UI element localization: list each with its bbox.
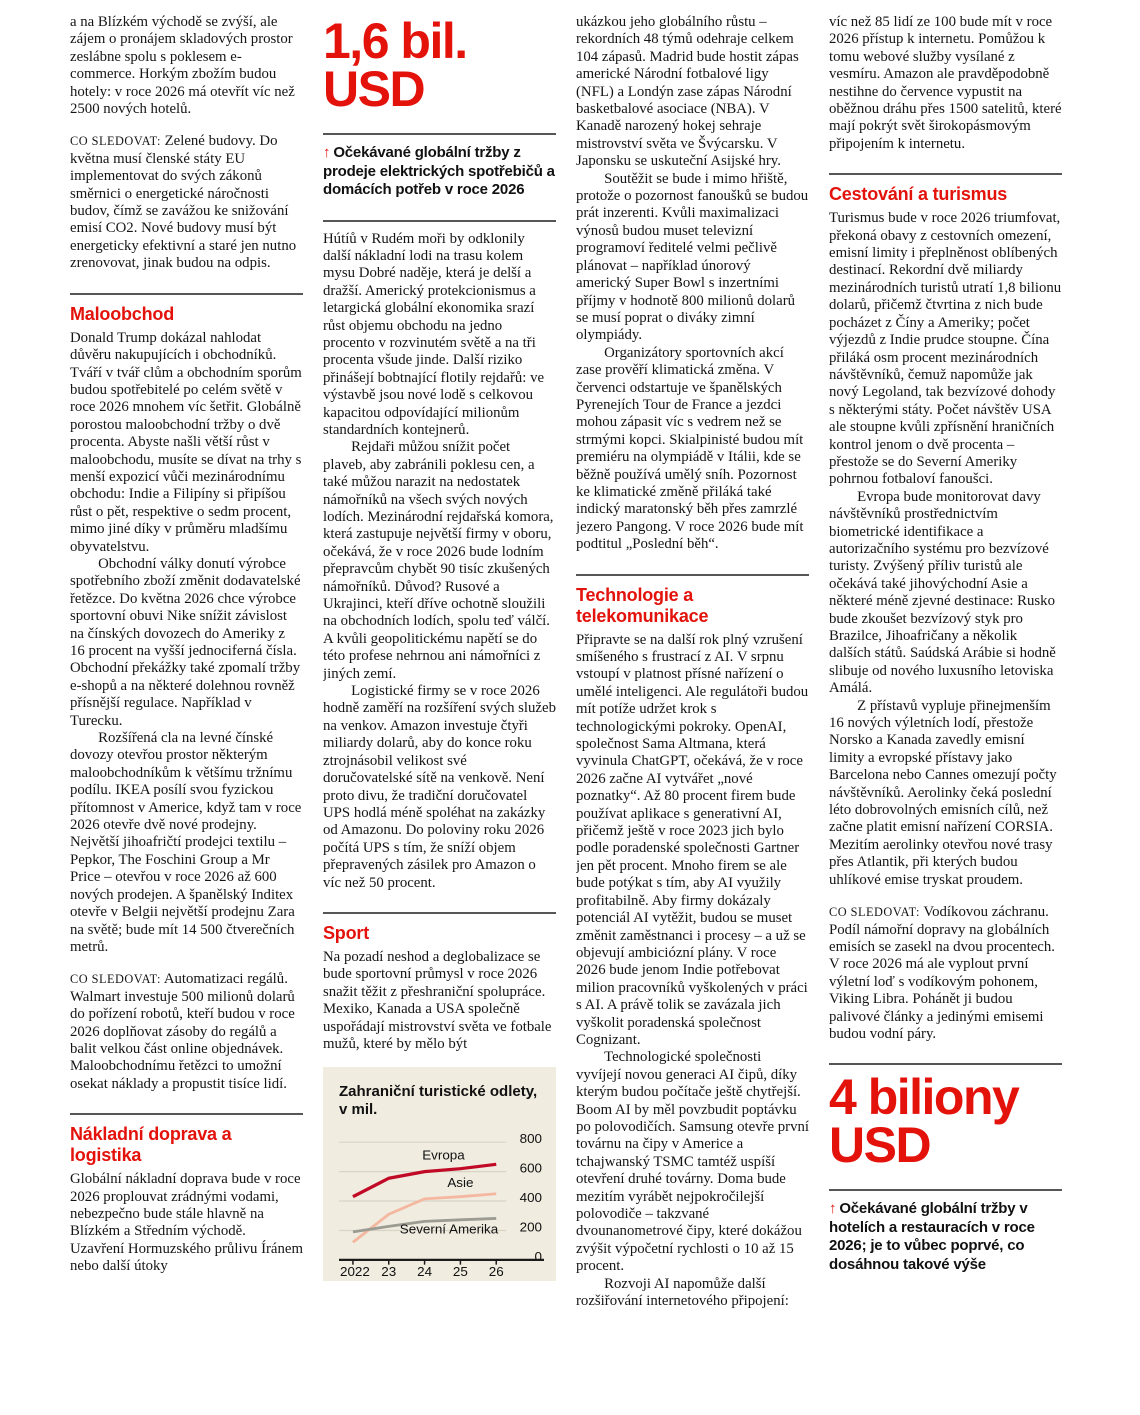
what-to-watch-paragraph xyxy=(829,904,1062,1043)
body-paragraph xyxy=(829,698,1062,889)
section-divider xyxy=(70,1113,303,1115)
paragraph-text: Vodíkovou záchranu. Podíl námořní dopravy na globálních emisích se zasekl na dvou procentech. V roce 2026 má ale vyplout první výletní loď s vodíkovým pohonem, Viking Libra. Pohánět ji budou palivové články a jedinými emisemi budou vodní páry. xyxy=(829,904,1055,1042)
x-axis-tick-label: 2022 xyxy=(339,1264,370,1278)
body-paragraph xyxy=(576,1049,809,1275)
what-to-watch-paragraph xyxy=(70,971,303,1093)
paragraph-text: Rozšířená cla na levné čínské dovozy otevřou prostor některým maloobchodníkům k většímu tržnímu podílu. IKEA posílí svou fyzickou přítomnost v Americe, když tam v roce 2026 otevře dvě nové prodejny. Největší jihoafričtí prodejci textilu – Pepkor, The Foschini Group a Mr Price – otevřou v roce 2026 až 600 nových prodejen. A španělský Inditex otevře v Belgii největší prodejnu Zara na světě; bude mít 14 500 čtverečních metrů. xyxy=(70,730,302,955)
column-1 xyxy=(70,14,303,1415)
body-paragraph xyxy=(70,556,303,730)
body-paragraph xyxy=(576,171,809,345)
body-paragraph xyxy=(576,345,809,554)
paragraph-text: Zelené budovy. Do května musí členské státy EU implementovat do svých zákonů směrnici o energetické náročnosti budov, čímž se zavážou ke snižování emisí CO2. Nové budovy musí být energeticky efektivní a staré jen nutno zrenovovat, jinak budou na odpis. xyxy=(70,133,297,272)
paragraph-text: a na Blízkém východě se zvýší, ale zájem o pronájem skladových prostor zeslábne spolu s poklesem e-commerce. Horkým zbožím budou hotely: v roce 2026 má otevřít víc než 2500 nových hotelů. xyxy=(70,14,295,118)
body-paragraph xyxy=(829,210,1062,489)
paragraph-text: Turismus bude v roce 2026 triumfovat, překoná obavy z cestovních omezení, emisní limity i přeplněnost oblíbených destinací. Rekordní dvě miliardy mezinárodních turistů utratí 1,8 bilionu dolarů, přičemž čtvrtina z nich bude pocházet z Číny a Ameriky; počet výjezdů z Indie prudce stoupne. Čína přiláká osm procent mezinárodních návštěvníků, čemuž napomůže jak nový Legoland, tak bezvízové dohody s některými státy. Počet návštěv USA ale stoupne kvůli zpřísnění hraničních kontrol jenom o dvě procenta – přestože se do Severní Ameriky pohrnou fotbaloví fanoušci. xyxy=(829,210,1062,488)
body-paragraph xyxy=(70,730,303,956)
body-paragraph xyxy=(829,14,1062,153)
body-paragraph xyxy=(70,1171,303,1275)
y-axis-tick-label: 800 xyxy=(519,1131,543,1147)
column-2 xyxy=(323,14,556,1415)
big-statistic-line: 4 biliony xyxy=(829,1069,1019,1126)
body-paragraph xyxy=(323,439,556,683)
statistic-caption xyxy=(829,1200,1062,1274)
what-to-watch-label: CO SLEDOVAT: xyxy=(70,134,161,149)
statistic-caption xyxy=(323,144,556,200)
y-axis-tick-label: 400 xyxy=(519,1190,543,1206)
column-3 xyxy=(576,14,809,1415)
paragraph-text: Obchodní války donutí výrobce spotřebního zboží změnit dodavatelské řetězce. Do května 2026 chce výrobce sportovní obuvi Nike snížit závislost na čínských dovozech do Ameriky z 16 procent na vyšší jednociferná čísla. Obchodní překážky také zpomalí tržby e-shopů a na některé dolehnou rovněž přísnější regulace. Například v Turecku. xyxy=(70,555,301,729)
caption-text: Očekávané globální tržby z prodeje elektrických spotřebičů a domácích potřeb v roce 2026 xyxy=(323,144,555,198)
y-axis-tick-label: 600 xyxy=(519,1161,543,1176)
section-divider xyxy=(70,293,303,295)
x-axis-tick-label: 25 xyxy=(452,1264,468,1278)
section-heading: Technologie a telekomunikace xyxy=(576,584,709,626)
up-arrow-icon: ↑ xyxy=(829,1200,837,1218)
what-to-watch-label: CO SLEDOVAT: xyxy=(829,905,920,920)
section-heading: Nákladní doprava a logistika xyxy=(70,1124,232,1166)
paragraph-text: Organizátory sportovních akcí zase prověří klimatická změna. V červenci odstartuje ve španělských Pyrenejích Tour de France a jezdci mohou zápasit víc s vedrem než se strmými kopci. Skialpinisté budou mít premiéru na olympiádě v Itálii, kde se běžně používá umělý sníh. Pozornost ke klimatické změně přiláká také indický maratonský běh přes zamrzlé jezero Pangong. V roce 2026 bude mít podtitul „Poslední běh“. xyxy=(576,344,804,553)
series-line-0 xyxy=(353,1165,496,1197)
section-divider xyxy=(829,1189,1062,1191)
series-label-1: Asie xyxy=(447,1175,474,1191)
section-heading: Sport xyxy=(323,922,369,943)
section-divider xyxy=(323,912,556,914)
paragraph-text: Z přístavů vypluje přinejmenším 16 nových výletních lodí, přestože Norsko a Kanada zavedly emisní limity a evropské přístavy jako Barcelona nebo Cannes omezují počty návštěvníků. Aerolinky čeká poslední léto dobrovolných emisních cílů, než začne platit emisní nařízení CORSIA. Mezitím aerolinky otevřou nové trasy přes Atlantik, při kterých budou uhlíkové emise tryskat proudem. xyxy=(829,697,1057,888)
x-axis-tick-label: 23 xyxy=(381,1264,397,1278)
body-paragraph xyxy=(576,1276,809,1311)
x-axis-tick-label: 26 xyxy=(488,1264,504,1278)
body-paragraph xyxy=(829,489,1062,698)
tourism-departures-chart xyxy=(323,1067,556,1281)
paragraph-text: Donald Trump dokázal nahlodat důvěru nakupujících i obchodníků. Tváří v tvář clům a obchodním sporům budou spotřebitelé po celém světě v roce 2026 mnohem víc šetřit. Globálně porostou maloobchodní tržby o dvě procenta. Abyste našli větší růst v maloobchodu, musíte se dívat na trhy s menší expozicí vůči mezinárodnímu obchodu: Indie a Filipíny si připíšou růst o pět, respektive o sedm procent, mimo jiné díky v průměru mladšímu obyvatelstvu. xyxy=(70,329,302,555)
body-paragraph xyxy=(70,14,303,118)
body-paragraph xyxy=(576,14,809,171)
paragraph-text: Logistické firmy se v roce 2026 hodně zaměří na rozšíření svých služeb na venkov. Amazon investuje čtyři miliardy dolarů, aby do konce roku ztrojnásobil velikost své doručovatelské sítě na venkově. Není proto divu, že tradiční doručovatel UPS hodlá méně spoléhat na zakázky od Amazonu. Do poloviny roku 2026 počítá UPS s tím, že sníží objem přepravených zásilek pro Amazon o víc než 50 procent. xyxy=(323,683,556,891)
chart-subtitle: v mil. xyxy=(339,1101,378,1119)
section-divider xyxy=(576,574,809,576)
chart-title: Zahraniční turistické odlety, xyxy=(339,1083,538,1101)
body-paragraph xyxy=(323,949,556,1053)
section-divider xyxy=(323,220,556,222)
caption-text: Očekávané globální tržby v hotelích a restauracích v roce 2026; je to vůbec poprvé, co dosáhnou takové výše xyxy=(829,1200,1035,1273)
series-label-0: Evropa xyxy=(422,1147,465,1163)
section-heading: Maloobchod xyxy=(70,303,174,324)
section-divider xyxy=(323,133,556,135)
paragraph-text: Hútíů v Rudém moři by odklonily další nákladní lodi na trasu kolem mysu Dobré naděje, která je delší a dražší. Americký protekcionismus a letargická globální ekonomika srazí růst objemu obchodu na jedno procento v rozvinutém světě a na tři procenta všude jinde. Další riziko přinášejí bobtnající flotily rejdařů: ve výstavbě jsou nové lodě s celkovou kapacitou odpovídající milionům standardních kontejnerů. xyxy=(323,230,545,438)
paragraph-text: Soutěžit se bude i mimo hřiště, protože o pozornost fanoušků se budou prát inzerenti. Kvůli maximalizaci výnosů budou muset televizní programoví ředitelé velmi pečlivě plánovat – například únorový americký Super Bowl s inzertními příjmy v hodnotě 800 milionů dolarů se musí poprat o diváky zimní olympiády. xyxy=(576,170,809,344)
body-paragraph xyxy=(323,683,556,892)
body-paragraph xyxy=(576,632,809,1050)
big-statistic-line: USD xyxy=(829,1116,931,1173)
paragraph-text: Globální nákladní doprava bude v roce 2026 proplouvat zrádnými vodami, nebezpečno bude stále hlavně na Blízkém a Středním východě. Uzavření Hormuzského průlivu Íránem nebo další útoky xyxy=(70,1171,303,1275)
big-statistic-line: 1,6 bil. xyxy=(323,14,467,69)
body-paragraph xyxy=(323,231,556,440)
paragraph-text: Připravte se na další rok plný vzrušení smíšeného s frustrací z AI. V srpnu vstoupí v platnost přísné nařízení o umělé inteligenci. Ale regulátoři budou mít potíže udržet krok s technologickými pokroky. OpenAI, společnost Sama Altmana, která vyvinula ChatGPT, očekává, že v roce 2026 začne AI vytvářet „nové poznatky“. Až 80 procent firem bude používat aplikace s generativní AI, přičemž ještě v roce 2023 jich bylo podle poradenské společnosti Gartner jen pět procent. Mnoho firem se ale bude potýkat s tím, aby AI využily profitabilně. Aby firmy dokázaly potenciál AI vytěžit, budou se muset změnit zaměstnanci i procesy – a už se objevují ambiciózní plány. V roce 2026 bude jenom Indie potřebovat milion pracovníků vyškolených v práci s AI. A právě tolik se zavázala jich vyškolit poradenská společnost Cognizant. xyxy=(576,631,809,1048)
big-statistic-line: USD xyxy=(323,60,425,117)
big-statistic xyxy=(323,14,556,117)
paragraph-text: Na pozadí neshod a deglobalizace se bude sportovní průmysl v roce 2026 snažit těžit z přeshraniční spolupráce. Mexiko, Kanada a USA společně uspořádají mistrovství světa ve fotbale mužů, které by mělo být xyxy=(323,948,552,1052)
paragraph-text: Rejdaři můžou snížit počet plaveb, aby zabránili poklesu cen, a také můžou narazit na nedostatek námořníků na všech svých nových lodích. Mezinárodní rejdařská komora, která zastupuje největší firmy v oboru, očekává, že v roce 2026 bude lodním přepravcům chybět 90 tisíc zkušených námořníků. Důvod? Rusové a Ukrajinci, kteří dříve ochotně sloužili na obchodních lodích, spolu teď válčí. A kvůli geopolitickému napětí se do této profese nehrnou ani námořníci z jiných zemí. xyxy=(323,439,554,682)
paragraph-text: ukázkou jeho globálního růstu – rekordních 48 týmů odehraje celkem 104 zápasů. Madrid bude hostit zápas americké Národní fotbalové ligy (NFL) a Londýn zase zápas Národní basketbalové asociace (NBA). V Kanadě narozený hokej sehraje mistrovství světa ve Švýcarsku. V Japonsku se uskuteční Asijské hry. xyxy=(576,14,799,170)
paragraph-text: víc než 85 lidí ze 100 bude mít v roce 2026 přístup k internetu. Pomůžou k tomu webové služby vysílané z vesmíru. Amazon ale pravděpodobně nestihne do července vypustit na oběžnou dráhu přes 1500 satelitů, které mají pokrýt svět širokopásmovým připojením k internetu. xyxy=(829,14,1062,152)
paragraph-text: Evropa bude monitorovat davy návštěvníků prostřednictvím biometrické identifikace a autorizačního systému pro bezvízové turisty. Zvýšený příliv turistů ale očekává také jihovýchodní Asie a některé méně zjevné destinace: Rusko bude zkoušet bezvízový styk pro Brazilce, Jihoafričany a několik dalších států. Saúdská Arábie si hodně slibuje od nového luxusního letoviska Amálá. xyxy=(829,488,1056,697)
section-divider xyxy=(829,1063,1062,1065)
what-to-watch-paragraph xyxy=(70,133,303,272)
section-heading: Cestování a turismus xyxy=(829,184,1008,205)
paragraph-text: Automatizaci regálů. Walmart investuje 500 milionů dolarů do pořízení robotů, kteří budou v roce 2026 doplňovat zásoby do regálů a balit velkou část online objednávek. Maloobchodnímu řetězci to umožní osekat náklady a propustit tisíce lidí. xyxy=(70,971,295,1092)
column-4 xyxy=(829,14,1062,1415)
up-arrow-icon: ↑ xyxy=(323,144,331,161)
paragraph-text: Rozvoji AI napomůže další rozšiřování internetového připojení: xyxy=(576,1275,789,1310)
x-axis-tick-label: 24 xyxy=(417,1264,433,1278)
paragraph-text: Technologické společnosti vyvíjejí novou generaci AI čipů, díky kterým budou počítače ještě chytřejší. Boom AI by měl povzbudit poptávku po polovodičích. Samsung otevře první továrnu na čipy v Americe a tchajwanský TSMC tamtéž uspíší otevření druhé továrny. Doma bude mezitím vyrábět nejpokročilejší polovodiče – takzvané dvounanometrové čipy, které dokážou zvýšit výpočetní rychlosti o 10 až 15 procent. xyxy=(576,1049,809,1275)
y-axis-tick-label: 200 xyxy=(519,1220,543,1235)
what-to-watch-label: CO SLEDOVAT: xyxy=(70,972,161,987)
chart-plot-area xyxy=(339,1127,544,1277)
y-axis-tick-label: 0 xyxy=(534,1249,543,1265)
body-paragraph xyxy=(70,330,303,556)
series-label-2: Severní Amerika xyxy=(399,1221,499,1237)
big-statistic xyxy=(829,1069,1062,1173)
section-divider xyxy=(829,173,1062,175)
